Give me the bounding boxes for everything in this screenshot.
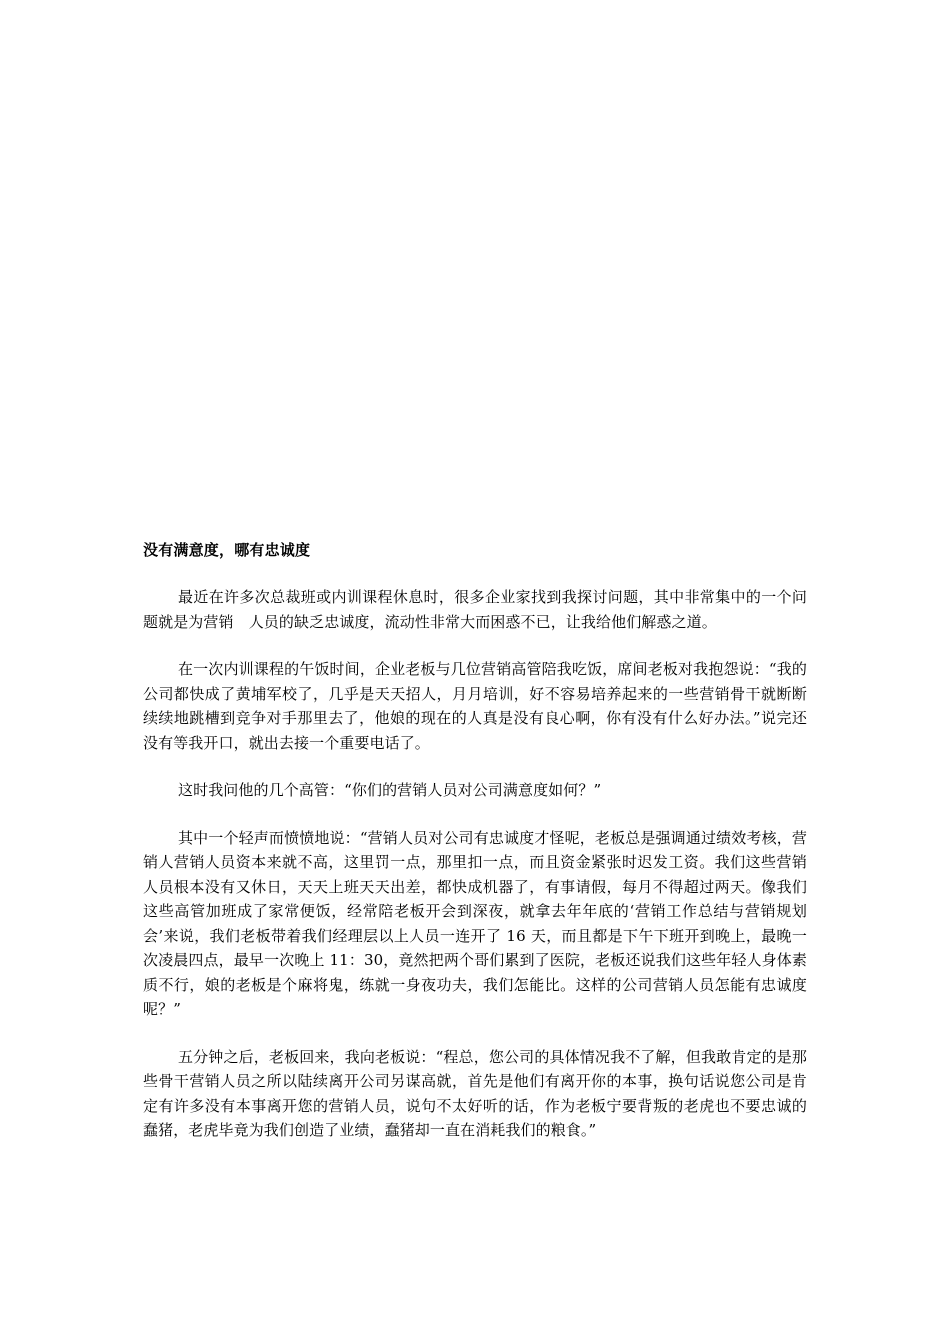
document-body — [143, 538, 807, 1166]
paragraph-manager-response: 其中一个轻声而愤愤地说：“营销人员对公司有忠诚度才怪呢，老板总是强调通过绩效考核，营销人营销人员资本来就不高，这里罚一点，那里扣一点，而且资金紧张时迟发工资。我们这些营销人员根本没有又休日，天天上班天天出差，都快成机器了，有事请假，每月不得超过两天。像我们这些高管加班成了家常便饭，经常陪老板开会到深夜，就拿去年年底的‘营销工作总结与营销规划会’来说，我们老板带着我们经理层以上人员一连开了 16 天，而且都是下午下班开到晚上，最晚一次凌晨四点，最早一次晚上 11：30，竟然把两个哥们累到了医院，老板还说我们这些年轻人身体素质不行，娘的老板是个麻将鬼，练就一身夜功夫，我们怎能比。这样的公司营销人员怎能有忠诚度呢？” — [143, 828, 807, 1018]
paragraph-boss-complaint: 在一次内训课程的午饭时间，企业老板与几位营销高管陪我吃饭，席间老板对我抱怨说：“我的公司都快成了黄埔军校了，几乎是天天招人，月月培训，好不容易培养起来的一些营销骨干就断断续续地跳槽到竞争对手那里去了，他娘的现在的人真是没有良心啊，你有没有什么好办法。”说完还没有等我开口，就出去接一个重要电话了。 — [143, 660, 807, 752]
paragraph-question-to-managers: 这时我问他的几个高管：“你们的营销人员对公司满意度如何？” — [178, 781, 602, 799]
paragraph-intro: 最近在许多次总裁班或内训课程休息时，很多企业家找到我探讨问题，其中非常集中的一个问题就是为营销 人员的缺乏忠诚度，流动性非常大而困惑不已，让我给他们解惑之道。 — [143, 588, 807, 631]
paragraph-author-reply: 五分钟之后，老板回来，我向老板说：“程总，您公司的具体情况我不了解，但我敢肯定的是那些骨干营销人员之所以陆续离开公司另谋高就，首先是他们有离开你的本事，换句话说您公司是肯定有许多没有本事离开您的营销人员，说句不太好听的话，作为老板宁要背叛的老虎也不要忠诚的蠢猪，老虎毕竟为我们创造了业绩，蠢猪却一直在消耗我们的粮食。” — [143, 1047, 807, 1139]
article-title: 没有满意度，哪有忠诚度 — [143, 541, 311, 559]
